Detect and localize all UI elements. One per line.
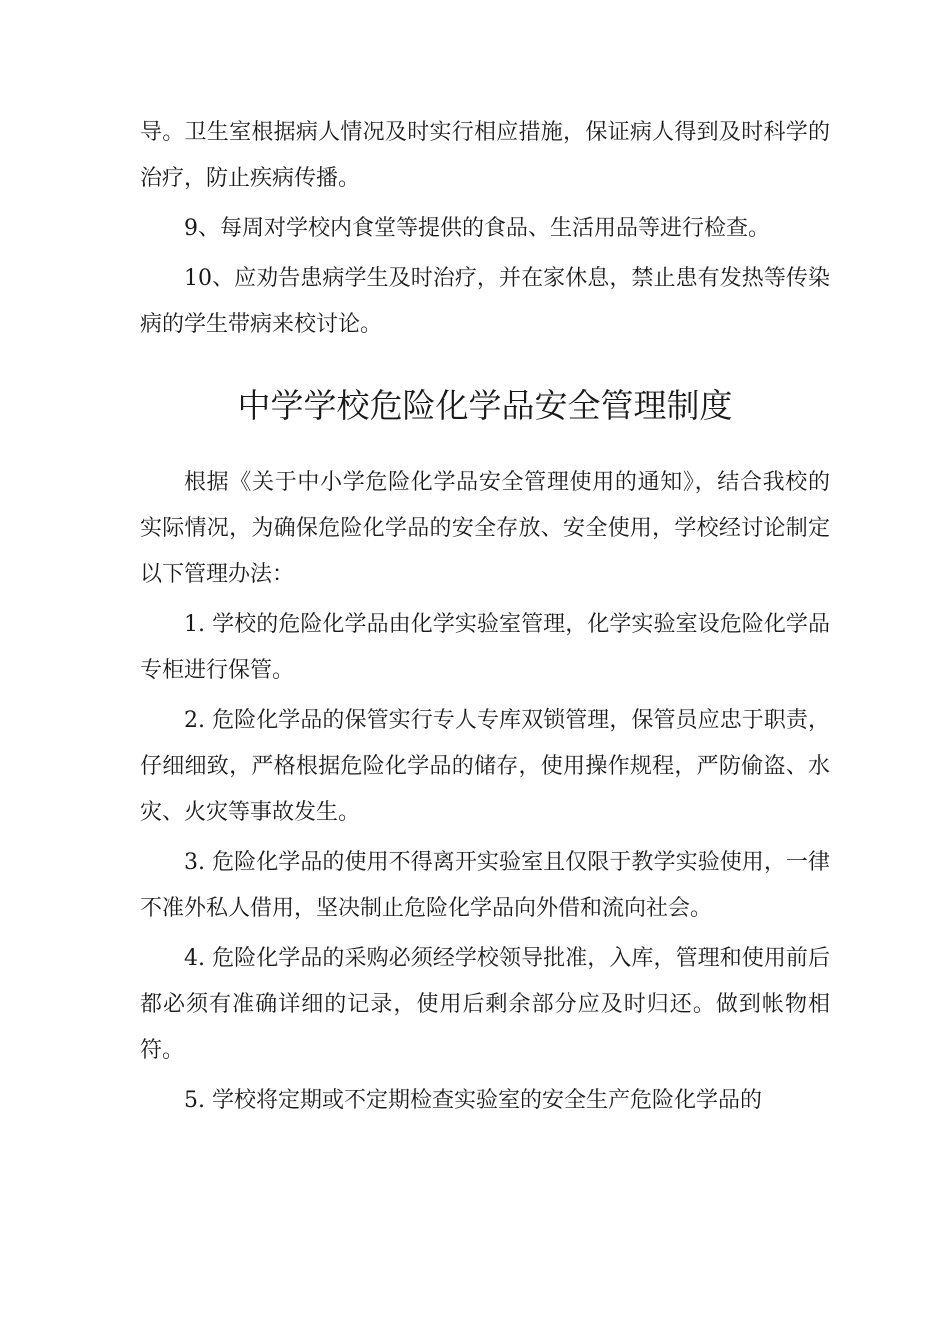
intro-paragraph: 根据《关于中小学危险化学品安全管理使用的通知》，结合我校的实际情况，为确保危险化学品的安全存放、安全使用，学校经讨论制定以下管理办法： [140,470,830,587]
continuation-paragraph: 导。卫生室根据病人情况及时实行相应措施，保证病人得到及时科学的治疗，防止疾病传播。 [140,120,830,191]
item-9-paragraph: 9、每周对学校内食堂等提供的食品、生活用品等进行检查。 [184,216,770,241]
rule-item-2 [140,698,830,836]
rule-item-1 [140,602,830,694]
rule-item-text: 学校将定期或不定期检查实验室的安全生产危险化学品的 [205,1088,762,1113]
rule-item-text: 危险化学品的保管实行专人专库双锁管理，保管员应忠于职责，仔细细致，严格根据危险化学品的储存，使用操作规程，严防偷盗、水灾、火灾等事故发生。 [140,708,830,825]
rule-item-number: 1. [184,612,205,637]
rule-item-number: 3. [184,850,205,875]
rule-item-number: 2. [184,708,205,733]
rule-item-4 [140,936,830,1074]
rule-item-number: 5. [184,1088,205,1113]
rule-item-text: 危险化学品的采购必须经学校领导批准，入库，管理和使用前后都必须有准确详细的记录，使用后剩余部分应及时归还。做到帐物相符。 [140,946,830,1063]
rule-item-text: 危险化学品的使用不得离开实验室且仅限于教学实验使用，一律不准外私人借用，坚决制止危险化学品向外借和流向社会。 [140,850,830,921]
rule-item-3 [140,840,830,932]
item-10-paragraph: 10、应劝告患病学生及时治疗，并在家休息，禁止患有发热等传染病的学生带病来校讨论。 [140,266,830,337]
document-page [140,110,830,1124]
section-title: 中学学校危险化学品安全管理制度 [237,386,733,425]
rule-item-5 [140,1078,830,1124]
rule-item-text: 学校的危险化学品由化学实验室管理，化学实验室设危险化学品专柜进行保管。 [140,612,830,683]
rule-item-number: 4. [184,946,205,971]
